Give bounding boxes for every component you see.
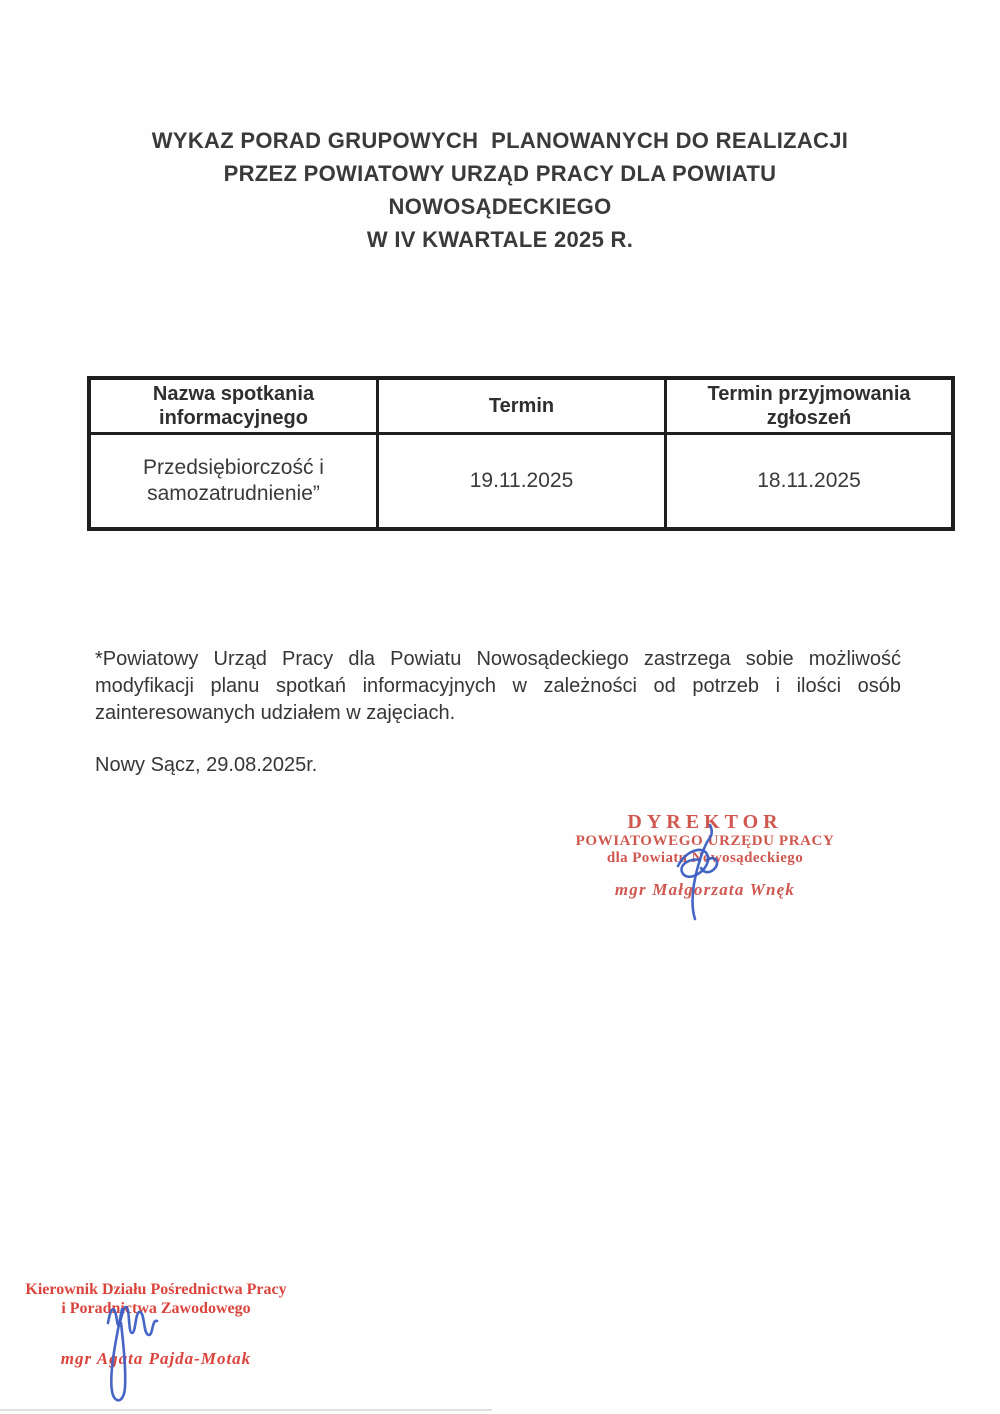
place-and-date: Nowy Sącz, 29.08.2025r. xyxy=(95,754,318,776)
title-line-1: WYKAZ PORAD GRUPOWYCH PLANOWANYCH DO REALIZACJI xyxy=(151,128,849,153)
manager-name: mgr Agata Pajda-Motak xyxy=(60,1349,252,1368)
header-meeting-name: Nazwa spotkania informacyjnego xyxy=(89,378,378,434)
table-row xyxy=(89,434,953,530)
table-header-row xyxy=(89,378,953,434)
director-stamp-title: DYREKTOR xyxy=(627,811,783,833)
title-line-2: PRZEZ POWIATOWY URZĄD PRACY DLA POWIATU xyxy=(223,161,777,186)
manager-stamp-line-2: i Poradnictwa Zawodowego xyxy=(61,1300,251,1317)
footnote-line-3: zainteresowanych udziałem w zajęciach. xyxy=(95,702,456,724)
cell-registration-deadline: 18.11.2025 xyxy=(666,434,954,530)
footnote-line-2: modyfikacji planu spotkań informacyjnych w zależności od potrzeb i ilości osób xyxy=(95,675,901,697)
title-line-3: NOWOSĄDECKIEGO xyxy=(388,194,612,219)
cell-date: 19.11.2025 xyxy=(378,434,666,530)
scan-artifact-line xyxy=(0,1409,492,1411)
footnote-line-1: *Powiatowy Urząd Pracy dla Powiatu Nowosądeckiego zastrzega sobie możliwość xyxy=(95,648,901,670)
manager-stamp-line-1: Kierownik Działu Pośrednictwa Pracy xyxy=(25,1281,287,1298)
director-stamp-district: dla Powiatu Nowosądeckiego xyxy=(606,850,804,866)
cell-meeting-name: Przedsiębiorczość i samozatrudnienie” xyxy=(89,434,378,530)
header-date: Termin xyxy=(378,378,666,434)
director-signature xyxy=(661,822,731,922)
meetings-table xyxy=(87,376,955,531)
director-name: mgr Małgorzata Wnęk xyxy=(614,880,796,899)
title-line-4: W IV KWARTALE 2025 R. xyxy=(366,227,634,252)
header-registration-deadline: Termin przyjmowania zgłoszeń xyxy=(666,378,954,434)
document-title xyxy=(0,124,1000,256)
footnote-paragraph xyxy=(95,646,901,727)
manager-signature xyxy=(96,1293,180,1409)
director-stamp-office: POWIATOWEGO URZĘDU PRACY xyxy=(575,833,835,849)
